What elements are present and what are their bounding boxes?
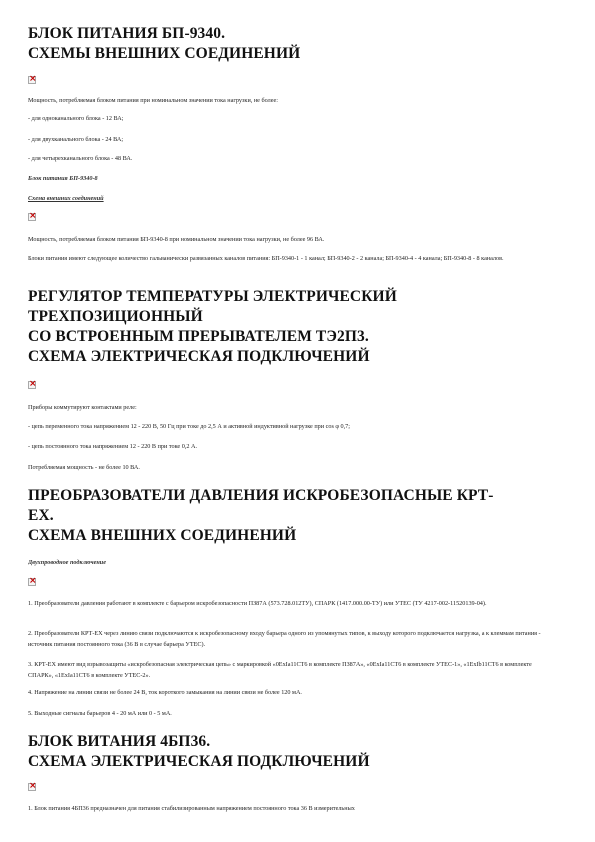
title-line: БЛОК ВИТАНИЯ 4БП36. [28, 733, 211, 750]
subheading-bp9340-8: Блок питания БП-9340-8 [28, 175, 98, 182]
section-title-krt-ex [28, 486, 494, 546]
paragraph: - цепь переменного тока напряжением 12 - 220 В, 50 Гц при токе до 2,5 А и активной индуктивной нагрузке при cos φ 0,7; [28, 423, 350, 430]
subheading-scheme-link[interactable]: Схема внешних соединений [28, 195, 104, 202]
paragraph: Приборы коммутируют контактами реле: [28, 404, 137, 411]
broken-image-icon [28, 76, 36, 84]
title-line: СО ВСТРОЕННЫМ ПРЕРЫВАТЕЛЕМ ТЭ2П3. [28, 328, 369, 345]
paragraph: Мощность, потребляемая блоком питания БП-9340-8 при номинальном значении тока нагрузки, не более 96 ВА. [28, 236, 325, 243]
paragraph: - для двухканального блока - 24 ВА; [28, 136, 124, 143]
title-line: ПРЕОБРАЗОВАТЕЛИ ДАВЛЕНИЯ ИСКРОБЕЗОПАСНЫЕ КРТ- [28, 487, 494, 504]
broken-image-icon [28, 783, 36, 791]
title-line: СХЕМА ВНЕШНИХ СОЕДИНЕНИЙ [28, 527, 297, 544]
paragraph: - для четырехканального блока - 48 ВА. [28, 155, 133, 162]
section-title-bp9340 [28, 24, 300, 64]
subheading-two-wire: Двухпроводное подключение [28, 559, 106, 566]
paragraph: Блоки питания имеют следующее количество гальванически развязанных каналов питания: БП-9340-1 - 1 канал; БП-9340-2 - 2 канала; БП-9340-4 - 4 канала; БП-9340-8 - 8 каналов. [28, 255, 504, 262]
section-title-4bp36 [28, 732, 370, 772]
title-line: ТРЕХПОЗИЦИОННЫЙ [28, 308, 203, 325]
paragraph: Мощность, потребляемая блоком питания при номинальном значении тока нагрузки, не более: [28, 97, 278, 104]
broken-image-icon [28, 578, 36, 586]
paragraph: 1. Блок питания 4БП36 предназначен для питания стабилизированным напряжением постоянного тока 36 В измерительных [28, 805, 355, 812]
paragraph: 5. Выходные сигналы барьеров 4 - 20 мА или 0 - 5 мА. [28, 710, 172, 717]
paragraph: Потребляемая мощность - не более 10 ВА. [28, 464, 140, 471]
title-line: РЕГУЛЯТОР ТЕМПЕРАТУРЫ ЭЛЕКТРИЧЕСКИЙ [28, 288, 397, 305]
title-line: СХЕМЫ ВНЕШНИХ СОЕДИНЕНИЙ [28, 45, 301, 62]
title-line: СХЕМА ЭЛЕКТРИЧЕСКАЯ ПОДКЛЮЧЕНИЙ [28, 348, 370, 365]
paragraph: 1. Преобразователи давления работают в комплекте с барьером искробезопасности ПЗ87А (573.728.012ТУ), СПАРК (1417.000.00-ТУ) или УТЕС (ТУ 4217-002-11520139-04). [28, 600, 487, 607]
title-line: БЛОК ПИТАНИЯ БП-9340. [28, 25, 226, 42]
title-line: EX. [28, 507, 54, 524]
paragraph: 2. Преобразователи КРТ-EX через линию связи подключаются к искробезопасному входу барьера одного из упомянутых типов, к выходу которого подключается нагрузка, а к клеммам питания - источник питания постоянного тока (36 В в случае барьера УТЕС). [28, 630, 541, 648]
section-title-regulator [28, 287, 397, 367]
title-line: СХЕМА ЭЛЕКТРИЧЕСКАЯ ПОДКЛЮЧЕНИЙ [28, 753, 370, 770]
paragraph: - цепь постоянного тока напряжением 12 - 220 В при токе 0,2 А. [28, 443, 198, 450]
paragraph: 3. КРТ-EX имеют вид взрывозащиты «искробезопасная электрическая цепь» с маркировкой «0ExIa11CT6 в комплекте ПЗ87А», «0ExIa11CT6 в комплекте УТЕС-1», «1ExIb11CT6 в комплекте СПАРК», «1ExIa11CT6 в комплекте УТЕС-2». [28, 661, 532, 679]
paragraph: - для одноканального блока - 12 ВА; [28, 115, 124, 122]
broken-image-icon [28, 381, 36, 389]
broken-image-icon [28, 213, 36, 221]
paragraph: 4. Напряжение на линии связи не более 24 В, ток короткого замыкания на линии связи не более 120 мА. [28, 689, 302, 696]
